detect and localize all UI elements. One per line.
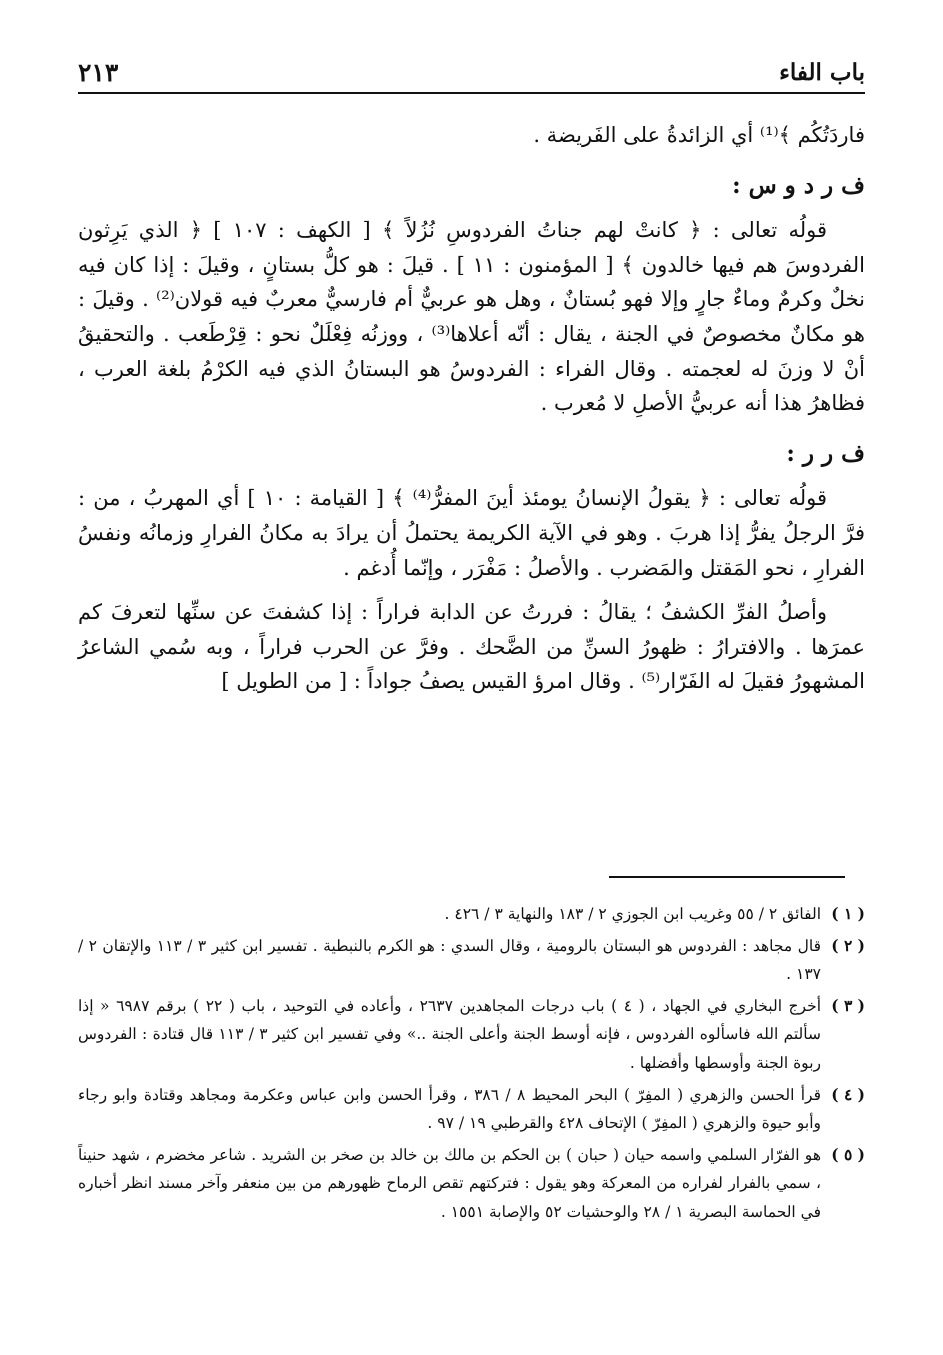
footnote-number: ( ١ ) xyxy=(831,904,865,923)
footnote-text: هو الفرّار السلمي واسمه حيان ( حبان ) بن الحكم بن مالك بن خالد بن صخر بن الشريد . شاعر مخضرم ، شهد حنيناً ، سمي بالفرار لفراره من المعركة وهو يقول : فتركتهم تقص الرماح ظهورهم من بين منعفر وآخر مسند انظر أخباره في الحماسة البصرية ١ / ٢٨ والوحشيات ٥٢ والإصابة ١٥٥١ . xyxy=(78,1145,821,1221)
footnote-number: ( ٢ ) xyxy=(831,935,865,955)
footnote-text: الفائق ٢ / ٥٥ وغريب ابن الجوزي ٢ / ١٨٣ والنهاية ٣ / ٤٢٦ . xyxy=(444,905,821,923)
footnote-number: ( ٥ ) xyxy=(831,1144,865,1164)
footnote-divider xyxy=(609,876,845,878)
entry-heading-firdaws: ف ر د و س : xyxy=(732,171,865,199)
paragraph-4: وأصلُ الفرِّ الكشفُ ؛ يقالُ : فررتُ عن الدابة فراراً : إذا كشفتَ عن سنِّها لتعرفَ كم عمرَها . والافترارُ : ظهورُ السنِّ من الضَّحك . وفرَّ عن الحرب فراراً ، وبه سُمي الشاعرُ المشهورُ فقيلَ له الفَرّار⁽⁵⁾ . وقال امرؤ القيس يصفُ جواداً : [ من الطويل ] xyxy=(78,600,865,694)
main-text xyxy=(78,118,865,699)
footnote-number: ( ٣ ) xyxy=(831,995,865,1015)
footnote-item xyxy=(78,1081,865,1138)
footnote-item xyxy=(78,992,865,1078)
paragraph-3: قولُه تعالى : ﴿ يقولُ الإنسانُ يومئذ أينَ المفرُّ⁽⁴⁾ ﴾ [ القيامة : ١٠ ] أي المهربُ ، من : فرَّ الرجلُ يفرُّ إذا هربَ . وهو في الآية الكريمة يحتملُ أن يرادَ به مكانُ الفرارِ وزمانُه ونفسُ الفرارِ ، نحو المَقتل والمَضرب . والأصلُ : مَفْرَر ، وإنّما أُدغم . xyxy=(78,486,865,580)
footnote-text: قال مجاهد : الفردوس هو البستان بالرومية ، وقال السدي : هو الكرم بالنبطية . تفسير ابن كثير ٣ / ١١٣ والإتقان ٢ / ١٣٧ . xyxy=(78,936,822,984)
page-number: ٢١٣ xyxy=(78,57,119,87)
running-header xyxy=(78,52,865,94)
chapter-title: باب الفاء xyxy=(779,58,865,86)
footnote-number: ( ٤ ) xyxy=(831,1084,865,1104)
footnote-item xyxy=(78,932,865,989)
footnote-text: أخرج البخاري في الجهاد ، ( ٤ ) باب درجات المجاهدين ٢٦٣٧ ، وأعاده في التوحيد ، باب ( ٢٢ ) برقم ٦٩٨٧ « إذا سألتم الله فاسألوه الفردوس ، فإنه أوسط الجنة وأعلى الجنة ..» وفي تفسير ابن كثير ٣ / ١١٣ قال قتادة : الفردوس ربوة الجنة وأوسطها وأفضلها . xyxy=(78,996,821,1072)
paragraph-1: فاردَتُكُم ﴾⁽¹⁾ أي الزائدةُ على الفَريضة . xyxy=(533,123,865,147)
footnote-text: قرأ الحسن والزهري ( المفِرّ ) البحر المحيط ٨ / ٣٨٦ ، وقرأ الحسن وابن عباس وعكرمة ومجاهد وقتادة وابو رجاء وأبو حيوة والزهري ( المفِرّ ) الإتحاف ٤٢٨ والقرطبي ١٩ / ٩٧ . xyxy=(78,1085,821,1133)
footnote-item xyxy=(78,1141,865,1227)
footnotes xyxy=(78,900,865,1230)
entry-heading-farr: ف ر ر : xyxy=(786,439,865,467)
footnote-item xyxy=(78,900,865,929)
paragraph-2: قولُه تعالى : ﴿ كانتْ لهم جناتُ الفردوسِ نُزُلاً ﴾ [ الكهف : ١٠٧ ] ﴿ الذي يَرِثون الفردوسَ هم فيها خالدون ﴾ [ المؤمنون : ١١ ] . قيلَ : هو كلُّ بستانٍ ، وقيلَ : إذا كان فيه نخلٌ وكرمٌ وماءٌ جارٍ وإلا فهو بُستانٌ ، وهل هو عربيٌّ أم فارسيٌّ معربٌ فيه قولان⁽²⁾ . وقيلَ : هو مكانٌ مخصوصٌ في الجنة ، يقال : أنّه أعلاها⁽³⁾ ، ووزنُه فِعْلَلٌ نحو : قِرْطَعب . والتحقيقُ أنْ لا وزنَ له لعجمته . وقال الفراء : الفردوسُ هو البستانُ الذي فيه الكرْمُ بلغة العرب ، فظاهرُ هذا أنه عربيُّ الأصلِ لا مُعرب . xyxy=(78,218,866,416)
